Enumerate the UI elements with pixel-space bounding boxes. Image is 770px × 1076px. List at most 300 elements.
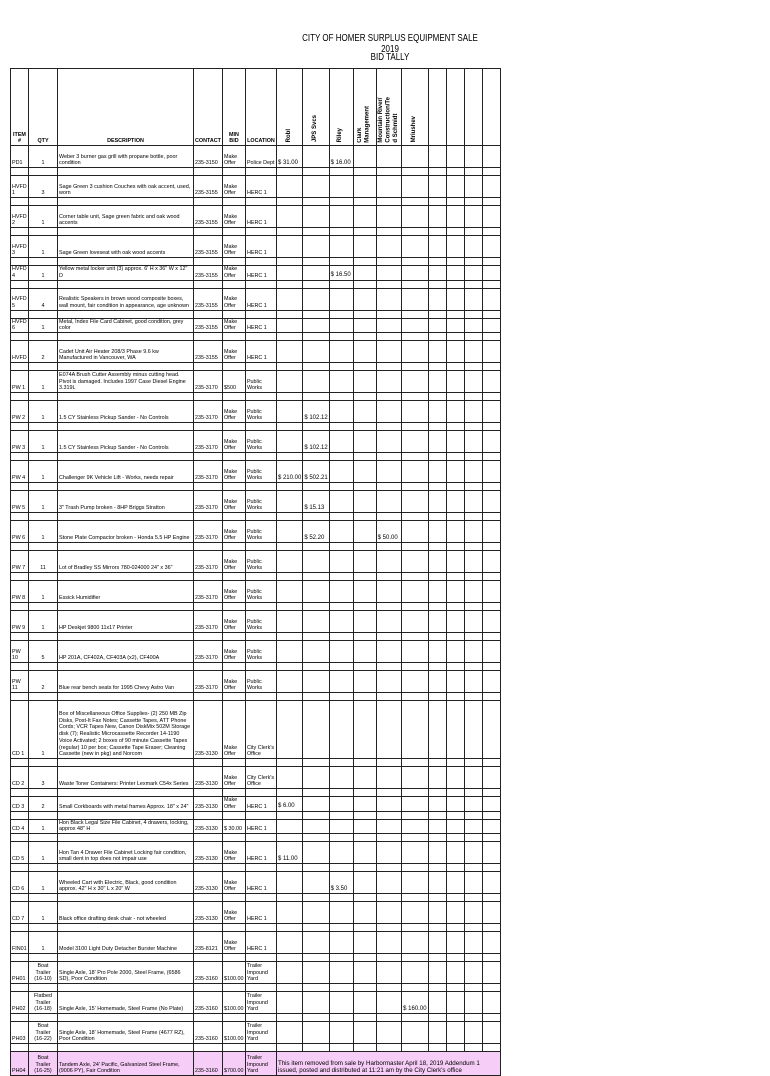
empty-cell <box>58 1044 194 1052</box>
header-min-bid: MIN BID <box>222 69 245 146</box>
item-min-bid: Make Offer <box>222 611 245 633</box>
empty-cell <box>464 1014 482 1022</box>
table-row <box>11 819 501 834</box>
empty-cell <box>402 811 428 819</box>
empty-cell <box>376 663 402 671</box>
empty-cell <box>303 363 329 371</box>
bid-amount <box>402 236 428 258</box>
empty-cell <box>276 393 302 401</box>
item-location: Public Works <box>245 371 276 393</box>
bid-amount <box>376 176 402 198</box>
bid-amount: $ 210.00 <box>276 461 302 483</box>
empty-cell <box>11 984 29 992</box>
item-location: Police Dept <box>245 146 276 168</box>
table-row <box>11 767 501 789</box>
empty-cell <box>464 393 482 401</box>
bid-amount <box>428 206 446 228</box>
empty-cell <box>353 393 376 401</box>
empty-cell <box>245 513 276 521</box>
item-location: Trailer Impound Yard <box>245 1022 276 1044</box>
table-row <box>11 671 501 693</box>
empty-cell <box>376 984 402 992</box>
bid-amount <box>402 146 428 168</box>
empty-cell <box>428 759 446 767</box>
bid-amount <box>446 266 464 281</box>
empty-cell <box>194 513 223 521</box>
bid-amount <box>428 288 446 310</box>
empty-cell <box>428 984 446 992</box>
bid-amount <box>428 521 446 543</box>
item-contact: 235-3170 <box>194 641 223 663</box>
empty-cell <box>58 573 194 581</box>
item-description: Sage Green 3 cushion Couches with oak accent, used, worn <box>58 176 194 198</box>
empty-cell <box>222 573 245 581</box>
bid-amount <box>464 701 482 759</box>
empty-cell <box>353 864 376 872</box>
item-description: Small Corkboards with metal frames Approx. 18" x 24" <box>58 797 194 812</box>
empty-cell <box>446 513 464 521</box>
empty-cell <box>402 423 428 431</box>
bid-amount <box>276 701 302 759</box>
item-number: HVFD 4 <box>12 266 27 279</box>
empty-cell <box>329 811 353 819</box>
spacer-row <box>11 759 501 767</box>
empty-cell <box>353 453 376 461</box>
bid-amount <box>376 431 402 453</box>
table-row <box>11 962 501 984</box>
item-min-bid: Make Offer <box>222 932 245 954</box>
empty-cell <box>482 333 500 341</box>
empty-cell <box>428 423 446 431</box>
empty-cell <box>482 954 500 962</box>
bid-amount <box>428 767 446 789</box>
item-location: HERC 1 <box>245 318 276 333</box>
table-row <box>11 288 501 310</box>
header-bidder: Riley <box>329 69 353 146</box>
bid-amount <box>482 431 500 453</box>
header-bidder: Mriushev <box>402 69 428 146</box>
empty-cell <box>58 603 194 611</box>
bid-amount <box>428 872 446 894</box>
empty-cell <box>446 864 464 872</box>
empty-cell <box>194 603 223 611</box>
bid-amount <box>303 266 329 281</box>
empty-cell <box>402 168 428 176</box>
empty-cell <box>29 363 58 371</box>
item-min-bid: Make Offer <box>222 581 245 603</box>
item-number: HVFD <box>11 341 29 363</box>
empty-cell <box>11 228 29 236</box>
empty-cell <box>245 393 276 401</box>
empty-cell <box>446 633 464 641</box>
empty-cell <box>464 811 482 819</box>
bid-amount <box>376 641 402 663</box>
bid-amount <box>428 962 446 984</box>
empty-cell <box>464 894 482 902</box>
empty-cell <box>428 954 446 962</box>
empty-cell <box>222 954 245 962</box>
item-min-bid: Make Offer <box>222 491 245 513</box>
empty-cell <box>376 759 402 767</box>
empty-cell <box>446 423 464 431</box>
bid-amount <box>303 206 329 228</box>
bid-amount <box>482 611 500 633</box>
empty-cell <box>428 1044 446 1052</box>
empty-cell <box>353 924 376 932</box>
empty-cell <box>482 633 500 641</box>
bid-amount <box>329 701 353 759</box>
empty-cell <box>276 633 302 641</box>
bid-amount <box>276 318 302 333</box>
empty-cell <box>376 864 402 872</box>
bid-amount <box>329 521 353 543</box>
empty-cell <box>482 228 500 236</box>
empty-cell <box>222 693 245 701</box>
item-number: CD 6 <box>11 872 29 894</box>
empty-cell <box>402 924 428 932</box>
empty-cell <box>446 258 464 266</box>
empty-cell <box>446 789 464 797</box>
item-description: Essick Humidifier <box>58 581 194 603</box>
empty-cell <box>402 198 428 206</box>
empty-cell <box>446 393 464 401</box>
bid-amount <box>303 288 329 310</box>
empty-cell <box>276 198 302 206</box>
empty-cell <box>222 789 245 797</box>
bid-amount <box>464 767 482 789</box>
table-row <box>11 176 501 198</box>
empty-cell <box>464 310 482 318</box>
bid-amount <box>464 641 482 663</box>
spacer-row <box>11 513 501 521</box>
header-bidder: JPS Svcs <box>303 69 329 146</box>
item-min-bid: Make Offer <box>222 236 245 258</box>
item-contact: 235-3170 <box>194 551 223 573</box>
bid-amount <box>446 551 464 573</box>
bid-amount <box>464 401 482 423</box>
bid-amount <box>482 842 500 864</box>
bid-amount <box>353 962 376 984</box>
empty-cell <box>11 924 29 932</box>
bid-amount <box>464 431 482 453</box>
item-qty: 1 <box>29 461 58 483</box>
empty-cell <box>29 333 58 341</box>
empty-cell <box>446 228 464 236</box>
bid-amount <box>428 176 446 198</box>
item-qty: 1 <box>29 872 58 894</box>
bid-amount <box>303 671 329 693</box>
empty-cell <box>29 393 58 401</box>
bid-amount <box>428 431 446 453</box>
empty-cell <box>329 333 353 341</box>
empty-cell <box>194 834 223 842</box>
item-location: Public Works <box>245 431 276 453</box>
empty-cell <box>329 363 353 371</box>
item-qty: 1 <box>29 318 58 333</box>
empty-cell <box>194 1044 223 1052</box>
item-min-bid: $100.00 <box>222 962 245 984</box>
empty-cell <box>11 258 29 266</box>
empty-cell <box>428 864 446 872</box>
item-number: PW 5 <box>11 491 29 513</box>
empty-cell <box>222 663 245 671</box>
table-row <box>11 641 501 663</box>
item-min-bid: Make Offer <box>222 767 245 789</box>
empty-cell <box>245 453 276 461</box>
empty-cell <box>303 543 329 551</box>
empty-cell <box>376 363 402 371</box>
item-min-bid: $ 30.00 <box>222 819 245 834</box>
empty-cell <box>446 811 464 819</box>
empty-cell <box>428 453 446 461</box>
empty-cell <box>353 483 376 491</box>
empty-cell <box>58 954 194 962</box>
item-min-bid: $500 <box>222 371 245 393</box>
bid-amount <box>464 611 482 633</box>
empty-cell <box>11 759 29 767</box>
empty-cell <box>194 363 223 371</box>
empty-cell <box>353 310 376 318</box>
bid-amount <box>329 236 353 258</box>
empty-cell <box>329 663 353 671</box>
bid-amount <box>376 797 402 812</box>
bid-amount <box>446 767 464 789</box>
empty-cell <box>446 759 464 767</box>
empty-cell <box>353 423 376 431</box>
bid-amount <box>482 176 500 198</box>
empty-cell <box>58 258 194 266</box>
empty-cell <box>482 864 500 872</box>
item-qty: 1 <box>29 146 58 168</box>
spacer-row <box>11 198 501 206</box>
bid-amount <box>276 491 302 513</box>
empty-cell <box>464 693 482 701</box>
bid-amount <box>329 767 353 789</box>
item-location: Public Works <box>245 611 276 633</box>
item-number: PH01 <box>11 962 29 984</box>
spacer-row <box>11 543 501 551</box>
empty-cell <box>329 453 353 461</box>
empty-cell <box>446 894 464 902</box>
header-bidder: Clark Management <box>353 69 376 146</box>
empty-cell <box>329 543 353 551</box>
empty-cell <box>402 1014 428 1022</box>
item-contact: 235-3130 <box>194 819 223 834</box>
empty-cell <box>482 453 500 461</box>
empty-cell <box>222 168 245 176</box>
empty-cell <box>376 1044 402 1052</box>
bid-amount <box>276 206 302 228</box>
empty-cell <box>276 834 302 842</box>
bid-amount <box>353 671 376 693</box>
empty-cell <box>222 811 245 819</box>
empty-cell <box>353 168 376 176</box>
table-row <box>11 902 501 924</box>
table-row <box>11 701 501 759</box>
empty-cell <box>194 543 223 551</box>
empty-cell <box>303 513 329 521</box>
item-min-bid: Make Offer <box>222 872 245 894</box>
bid-amount <box>428 902 446 924</box>
item-description: Realistic Speakers in brown wood composite boxes, wall mount, fair condition in appearance, age unknown <box>58 288 194 310</box>
empty-cell <box>376 228 402 236</box>
empty-cell <box>446 603 464 611</box>
item-number: HVFD 6 <box>12 318 27 332</box>
empty-cell <box>29 811 58 819</box>
bid-amount <box>446 1022 464 1044</box>
bid-amount: $ 502.21 <box>303 461 329 483</box>
bid-amount <box>428 819 446 834</box>
empty-cell <box>329 759 353 767</box>
item-location: HERC 1 <box>245 266 276 281</box>
empty-cell <box>428 483 446 491</box>
empty-cell <box>276 789 302 797</box>
empty-cell <box>11 453 29 461</box>
empty-cell <box>245 811 276 819</box>
empty-cell <box>58 1014 194 1022</box>
empty-cell <box>194 168 223 176</box>
empty-cell <box>446 483 464 491</box>
empty-cell <box>11 168 29 176</box>
table-row <box>11 146 501 168</box>
table-row <box>11 401 501 423</box>
empty-cell <box>446 543 464 551</box>
item-description: 1.5 CY Stainless Pickup Sander - No Controls <box>58 431 194 453</box>
bid-amount <box>446 371 464 393</box>
bid-amount <box>329 962 353 984</box>
bid-amount <box>482 1022 500 1044</box>
empty-cell <box>428 603 446 611</box>
item-min-bid: Make Offer <box>222 146 245 168</box>
bid-amount <box>482 341 500 363</box>
bid-amount <box>464 581 482 603</box>
empty-cell <box>245 423 276 431</box>
empty-cell <box>428 789 446 797</box>
item-min-bid: Make Offer <box>222 401 245 423</box>
empty-cell <box>376 453 402 461</box>
bid-amount <box>276 176 302 198</box>
empty-cell <box>222 333 245 341</box>
bid-amount <box>482 671 500 693</box>
bid-amount <box>303 842 329 864</box>
empty-cell <box>329 1044 353 1052</box>
bid-amount <box>464 671 482 693</box>
bid-amount: $ 160.00 <box>402 992 428 1014</box>
bid-amount <box>353 551 376 573</box>
empty-cell <box>276 310 302 318</box>
empty-cell <box>376 693 402 701</box>
empty-cell <box>222 984 245 992</box>
empty-cell <box>376 603 402 611</box>
empty-cell <box>464 423 482 431</box>
bid-amount <box>353 341 376 363</box>
item-number: PH03 <box>11 1022 29 1044</box>
bid-amount <box>402 371 428 393</box>
empty-cell <box>329 228 353 236</box>
bid-amount <box>446 581 464 603</box>
empty-cell <box>376 924 402 932</box>
empty-cell <box>194 924 223 932</box>
bid-amount <box>446 521 464 543</box>
empty-cell <box>376 310 402 318</box>
empty-cell <box>29 1014 58 1022</box>
bid-amount <box>402 581 428 603</box>
table-row <box>11 932 501 954</box>
item-number: PH04 <box>11 1052 29 1076</box>
empty-cell <box>194 453 223 461</box>
bid-amount <box>329 992 353 1014</box>
bid-amount <box>353 491 376 513</box>
item-min-bid: Make Offer <box>222 797 245 812</box>
empty-cell <box>222 894 245 902</box>
empty-cell <box>58 811 194 819</box>
empty-cell <box>402 453 428 461</box>
empty-cell <box>303 984 329 992</box>
item-location: HERC 1 <box>245 819 276 834</box>
empty-cell <box>276 1044 302 1052</box>
empty-cell <box>402 864 428 872</box>
bid-amount <box>402 431 428 453</box>
bid-amount <box>464 236 482 258</box>
bid-amount <box>329 842 353 864</box>
item-min-bid: Make Offer <box>222 318 245 333</box>
item-qty: 1 <box>29 371 58 393</box>
empty-cell <box>58 453 194 461</box>
empty-cell <box>303 258 329 266</box>
item-contact: 235-3130 <box>194 872 223 894</box>
empty-cell <box>29 258 58 266</box>
item-min-bid: Make Offer <box>222 206 245 228</box>
table-row <box>11 266 501 281</box>
bid-amount <box>482 371 500 393</box>
bid-amount <box>402 521 428 543</box>
empty-cell <box>276 954 302 962</box>
empty-cell <box>11 633 29 641</box>
empty-cell <box>402 1044 428 1052</box>
empty-cell <box>428 811 446 819</box>
bid-amount <box>353 288 376 310</box>
bid-amount <box>303 176 329 198</box>
empty-cell <box>194 1014 223 1022</box>
bid-amount <box>446 431 464 453</box>
bid-amount <box>446 341 464 363</box>
bid-amount <box>402 318 428 333</box>
bid-amount <box>446 902 464 924</box>
bid-amount <box>376 671 402 693</box>
empty-cell <box>222 280 245 288</box>
item-number: CD 5 <box>11 842 29 864</box>
empty-cell <box>245 984 276 992</box>
bid-amount: $ 50.00 <box>376 521 402 543</box>
empty-cell <box>329 513 353 521</box>
empty-cell <box>11 393 29 401</box>
item-contact: 235-3170 <box>194 671 223 693</box>
item-contact: 235-3155 <box>194 341 223 363</box>
empty-cell <box>222 310 245 318</box>
bid-amount <box>276 581 302 603</box>
item-contact: 235-3155 <box>194 236 223 258</box>
empty-cell <box>464 453 482 461</box>
empty-cell <box>29 483 58 491</box>
bid-amount <box>353 371 376 393</box>
bid-amount <box>376 1022 402 1044</box>
table-row <box>11 341 501 363</box>
removed-item-row <box>11 1052 501 1076</box>
bid-amount <box>353 641 376 663</box>
empty-cell <box>11 198 29 206</box>
empty-cell <box>353 811 376 819</box>
item-description: E074A Brush Cutter Assembly minus cutting head. Pivot is damaged. Includes 1997 Case Diesel Engine 3.319L <box>58 371 194 393</box>
